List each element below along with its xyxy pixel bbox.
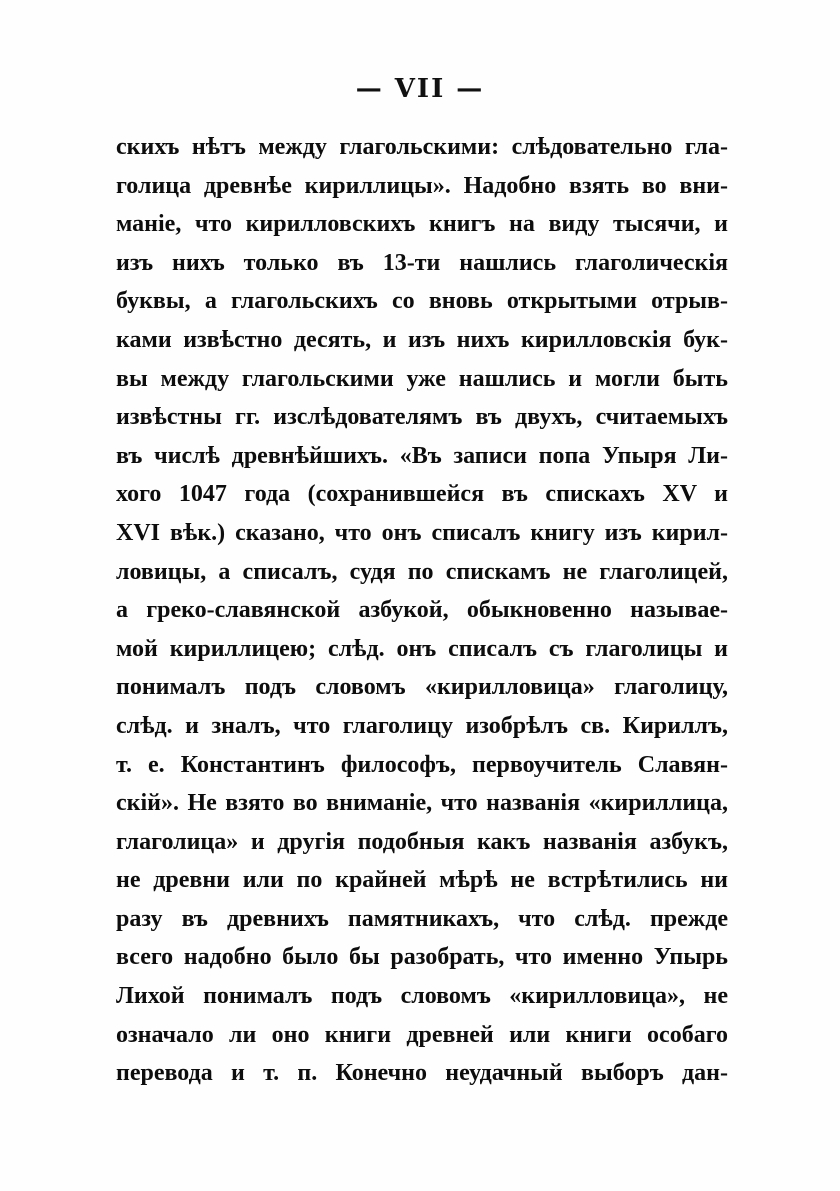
- text-line: изъ нихъ только въ 13-ти нашлись глаголическія: [116, 249, 728, 276]
- text-line: ками извѣстно десять, и изъ нихъ кирилловскія бук-: [116, 326, 728, 353]
- text-line: XVI вѣк.) сказано, что онъ списалъ книгу изъ кирил-: [116, 519, 728, 546]
- text-line: вы между глагольскими уже нашлись и могли быть: [116, 365, 728, 392]
- text-line: означало ли оно книги древней или книги особаго: [116, 1021, 728, 1048]
- text-line: т. е. Константинъ философъ, первоучитель Славян-: [116, 751, 728, 778]
- text-line: Лихой понималъ подъ словомъ «кирилловица», не: [116, 983, 728, 1010]
- text-line: мой кириллицею; слѣд. онъ списалъ съ глаголицы и: [116, 635, 728, 662]
- text-line: глаголица» и другія подобныя какъ названія азбукъ,: [116, 828, 728, 855]
- text-line: въ числѣ древнѣйшихъ. «Въ записи попа Упыря Ли-: [116, 442, 728, 469]
- text-line: скій». Не взято во вниманіе, что названія «кириллица,: [116, 790, 728, 817]
- text-line: понималъ подъ словомъ «кирилловица» глаголицу,: [116, 674, 728, 701]
- text-line: голица древнѣе кириллицы». Надобно взять во вни-: [116, 172, 728, 199]
- text-line: слѣд. и зналъ, что глаголицу изобрѣлъ св. Кириллъ,: [116, 712, 728, 739]
- page-number: — VII —: [355, 74, 485, 104]
- text-line: хого 1047 года (сохранившейся въ спискахъ XV и: [116, 481, 728, 508]
- body-text: [116, 128, 728, 1093]
- text-line: ловицы, а списалъ, судя по спискамъ не глаголицей,: [116, 558, 728, 585]
- text-line: скихъ нѣтъ между глагольскими: слѣдовательно гла-: [116, 134, 728, 160]
- text-line: не древни или по крайней мѣрѣ не встрѣтились ни: [116, 867, 728, 894]
- text-line: всего надобно было бы разобрать, что именно Упырь: [116, 944, 728, 971]
- text-line: буквы, а глагольскихъ со вновь открытыми отрыв-: [116, 288, 728, 315]
- text-line: маніе, что кирилловскихъ книгъ на виду тысячи, и: [116, 211, 728, 238]
- text-line: разу въ древнихъ памятникахъ, что слѣд. прежде: [116, 905, 728, 932]
- text-line: перевода и т. п. Конечно неудачный выборъ дан-: [116, 1060, 728, 1087]
- text-line: а греко-славянской азбукой, обыкновенно называе-: [116, 597, 728, 624]
- text-line: извѣстны гг. изслѣдователямъ въ двухъ, считаемыхъ: [116, 404, 728, 431]
